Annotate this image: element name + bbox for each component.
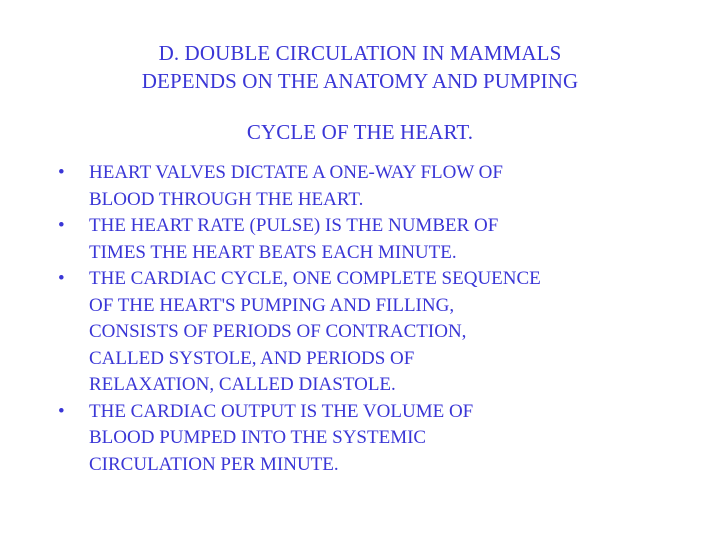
bullet-text-line: HEART VALVES DICTATE A ONE-WAY FLOW OF: [89, 162, 503, 183]
bullet-text-line: THE CARDIAC OUTPUT IS THE VOLUME OF: [89, 400, 474, 422]
slide-title-line-1: D. DOUBLE CIRCULATION IN MAMMALS: [158, 41, 562, 65]
bullet-item-heart-valves: [58, 160, 678, 213]
bullet-item-cardiac-output: [58, 399, 678, 479]
bullet-text-line: RELAXATION, CALLED DIASTOLE.: [89, 374, 396, 395]
bullet-text-line: CIRCULATION PER MINUTE.: [89, 453, 339, 475]
slide-title-line-2: DEPENDS ON THE ANATOMY AND PUMPING: [141, 69, 579, 93]
bullet-item-heart-rate: [58, 213, 678, 266]
bullet-text-line: OF THE HEART'S PUMPING AND FILLING,: [89, 294, 455, 316]
bullet-text-line: THE CARDIAC CYCLE, ONE COMPLETE SEQUENCE: [89, 268, 541, 289]
bullet-item-cardiac-cycle: [58, 266, 678, 399]
bullet-marker: •: [58, 400, 65, 422]
bullet-marker: •: [58, 215, 65, 236]
bullet-marker: •: [58, 162, 65, 183]
bullet-text-line: THE HEART RATE (PULSE) IS THE NUMBER OF: [89, 215, 499, 236]
bullet-marker: •: [58, 268, 65, 289]
bullet-text-line: CONSISTS OF PERIODS OF CONTRACTION,: [89, 321, 467, 342]
bullet-text-line: TIMES THE HEART BEATS EACH MINUTE.: [89, 241, 457, 263]
bullet-list: [58, 160, 678, 478]
bullet-text-line: BLOOD THROUGH THE HEART.: [89, 188, 364, 210]
bullet-text-line: CALLED SYSTOLE, AND PERIODS OF: [89, 347, 415, 369]
bullet-text-line: BLOOD PUMPED INTO THE SYSTEMIC: [89, 427, 427, 448]
slide-title-line-3: CYCLE OF THE HEART.: [246, 120, 474, 144]
